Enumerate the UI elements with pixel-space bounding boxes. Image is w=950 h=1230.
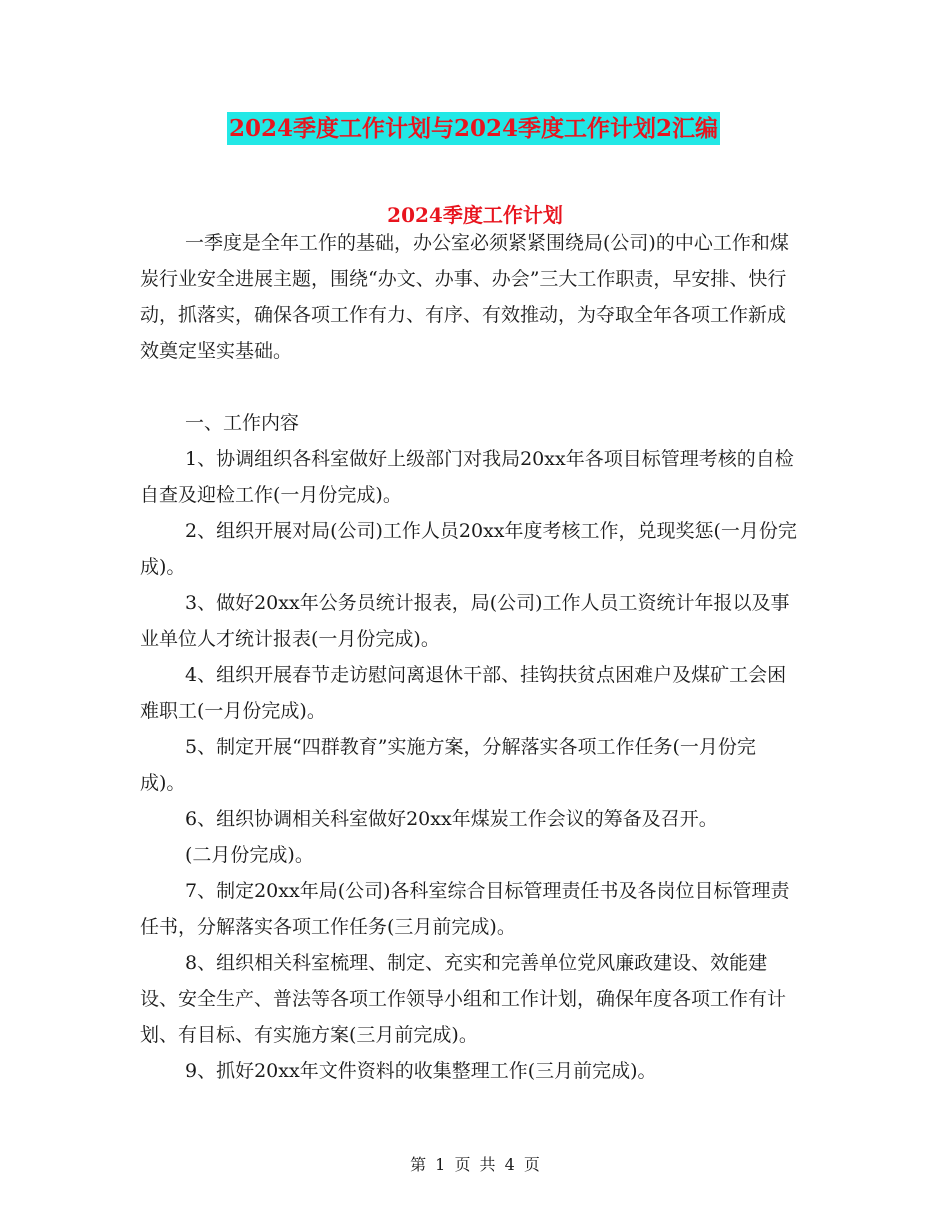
intro-paragraph: 一季度是全年工作的基础，办公室必须紧紧围绕局(公司)的中心工作和煤炭行业安全进展主题，围绕“办文、办事、办会”三大工作职责，早安排、快行动，抓落实，确保各项工作有力、有序、有效推动，为夺取全年各项工作新成效奠定坚实基础。 bbox=[140, 232, 789, 362]
list-item: 1、协调组织各科室做好上级部门对我局20xx年各项目标管理考核的自检自查及迎检工作(一月份完成)。 bbox=[140, 448, 794, 506]
list-item: 2、组织开展对局(公司)工作人员20xx年度考核工作，兑现奖惩(一月份完成)。 bbox=[140, 520, 797, 578]
document-title: 2024季度工作计划与2024季度工作计划2汇编 bbox=[227, 112, 720, 145]
list-item-continuation: (二月份完成)。 bbox=[185, 844, 314, 866]
list-item: 5、制定开展“四群教育”实施方案，分解落实各项工作任务(一月份完成)。 bbox=[140, 736, 756, 794]
heading-work-content: 一、工作内容 bbox=[185, 412, 300, 434]
list-item: 4、组织开展春节走访慰问离退休干部、挂钩扶贫点困难户及煤矿工会困难职工(一月份完成)。 bbox=[140, 664, 787, 722]
list-item: 9、抓好20xx年文件资料的收集整理工作(三月前完成)。 bbox=[185, 1060, 657, 1082]
list-item: 6、组织协调相关科室做好20xx年煤炭工作会议的筹备及召开。 bbox=[185, 808, 718, 830]
list-item: 8、组织相关科室梳理、制定、充实和完善单位党风廉政建设、效能建设、安全生产、普法等各项工作领导小组和工作计划，确保年度各项工作有计划、有目标、有实施方案(三月前完成)。 bbox=[140, 952, 787, 1046]
section-title: 2024季度工作计划 bbox=[387, 203, 563, 227]
list-item: 3、做好20xx年公务员统计报表，局(公司)工作人员工资统计年报以及事业单位人才统计报表(一月份完成)。 bbox=[140, 592, 790, 650]
list-item: 7、制定20xx年局(公司)各科室综合目标管理责任书及各岗位目标管理责任书，分解落实各项工作任务(三月前完成)。 bbox=[140, 880, 790, 938]
page-footer: 第 1 页 共 4 页 bbox=[410, 1155, 540, 1174]
